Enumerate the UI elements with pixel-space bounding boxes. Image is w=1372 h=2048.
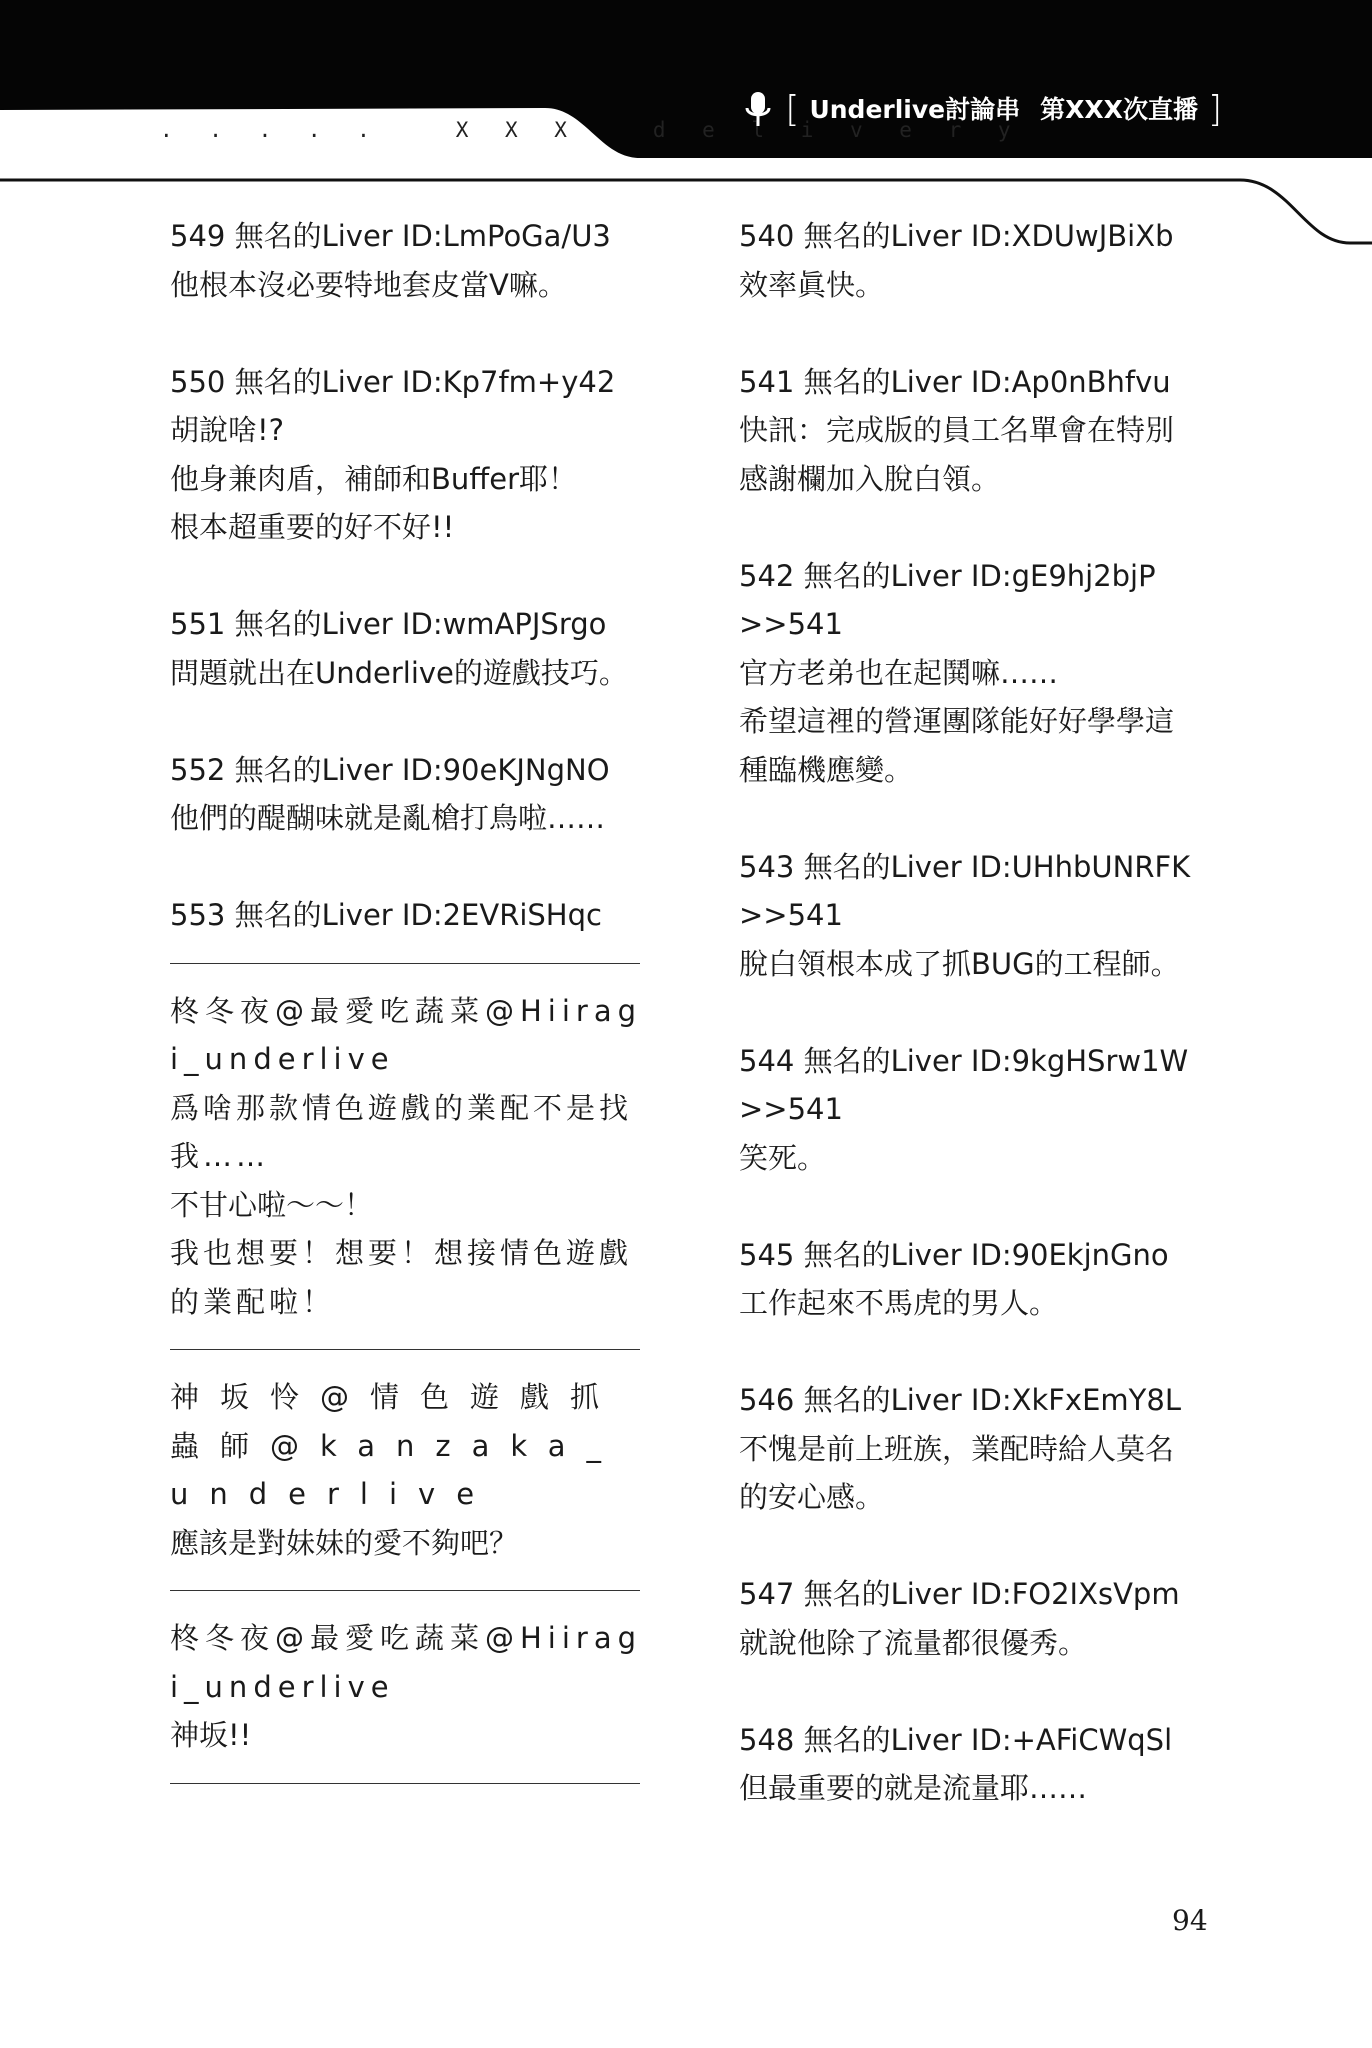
post-text: 但最重要的就是流量耶…… bbox=[739, 1771, 1088, 1805]
post-text: 工作起來不馬虎的男人。 bbox=[739, 1286, 1059, 1320]
post-text: 不愧是前上班族，業配時給人莫名 bbox=[739, 1431, 1175, 1466]
post-header: 552 無名的Liver ID:90eKJNgNO bbox=[170, 752, 610, 787]
forum-post bbox=[739, 1231, 1215, 1328]
thread-title: Underlive討論串 bbox=[809, 95, 1021, 124]
post-text: 他身兼肉盾，補師和Buffer耶！ bbox=[170, 461, 578, 496]
post-reply-ref: >>541 bbox=[739, 898, 843, 932]
forum-post bbox=[739, 1376, 1215, 1522]
forum-post bbox=[739, 1716, 1215, 1813]
post-text: 問題就出在Underlive的遊戲技巧。 bbox=[170, 655, 628, 690]
forum-post bbox=[739, 212, 1215, 309]
stream-text: 我也想要！想要！想接情色遊戲的業配啦！ bbox=[170, 1236, 633, 1319]
post-text: 快訊：完成版的員工名單會在特別 bbox=[739, 413, 1175, 447]
stream-text: 爲啥那款情色遊戲的業配不是找我…… bbox=[170, 1090, 633, 1173]
post-text: 脫白領根本成了抓BUG的工程師。 bbox=[739, 946, 1180, 981]
post-header: 540 無名的Liver ID:XDUwJBiXb bbox=[739, 219, 1174, 253]
right-column bbox=[739, 212, 1215, 1813]
post-header: 550 無名的Liver ID:Kp7fm+y42 bbox=[170, 364, 616, 399]
bracket-close: ] bbox=[1207, 89, 1222, 130]
stream-comment bbox=[170, 1614, 646, 1760]
post-text: 就說他除了流量都很優秀。 bbox=[739, 1625, 1088, 1660]
post-text: 笑死。 bbox=[739, 1140, 827, 1175]
post-header: 548 無名的Liver ID:+AFiCWqSl bbox=[739, 1722, 1173, 1757]
post-header: 545 無名的Liver ID:90EkjnGno bbox=[739, 1237, 1169, 1272]
post-text: 種臨機應變。 bbox=[739, 752, 914, 787]
post-text: 官方老弟也在起鬨嘛…… bbox=[739, 655, 1059, 690]
thread-title-bar bbox=[743, 90, 1222, 130]
stream-author: 神坂怜@情色遊戲抓蟲師@kanzaka_underlive bbox=[170, 1380, 622, 1511]
post-text: 的安心感。 bbox=[739, 1480, 885, 1514]
post-header: 546 無名的Liver ID:XkFxEmY8L bbox=[739, 1383, 1181, 1417]
stream-divider bbox=[170, 1590, 640, 1591]
post-text: 他們的醍醐味就是亂槍打鳥啦…… bbox=[170, 801, 606, 835]
forum-post bbox=[739, 552, 1215, 795]
page-number: 94 bbox=[1172, 1904, 1208, 1937]
microphone-icon bbox=[743, 90, 773, 130]
stream-comment bbox=[170, 987, 646, 1327]
post-header: 553 無名的Liver ID:2EVRiSHqc bbox=[170, 898, 602, 932]
forum-post bbox=[170, 891, 646, 940]
stream-author: 柊冬夜@最愛吃蔬菜@Hiiragi_underlive bbox=[170, 993, 643, 1076]
post-header: 543 無名的Liver ID:UHhbUNRFK bbox=[739, 849, 1191, 884]
post-text: 胡說啥!? bbox=[170, 413, 285, 447]
post-text: 希望這裡的營運團隊能好好學學這 bbox=[739, 704, 1175, 738]
post-header: 544 無名的Liver ID:9kgHSrw1W bbox=[739, 1043, 1189, 1078]
stream-author: 柊冬夜@最愛吃蔬菜@Hiiragi_underlive bbox=[170, 1621, 643, 1704]
stream-text: 不甘心啦〜〜！ bbox=[170, 1187, 374, 1222]
post-header: 547 無名的Liver ID:FO2IXsVpm bbox=[739, 1577, 1180, 1611]
post-text: 他根本沒必要特地套皮當V嘛。 bbox=[170, 267, 567, 302]
post-text: 效率眞快。 bbox=[739, 267, 885, 302]
post-header: 541 無名的Liver ID:Ap0nBhfvu bbox=[739, 364, 1171, 399]
stream-divider bbox=[170, 963, 640, 964]
post-header: 549 無名的Liver ID:LmPoGa/U3 bbox=[170, 219, 611, 253]
forum-post bbox=[739, 843, 1215, 989]
stream-text: 神坂!! bbox=[170, 1718, 252, 1752]
post-reply-ref: >>541 bbox=[739, 1092, 843, 1126]
post-reply-ref: >>541 bbox=[739, 607, 843, 641]
stream-comment bbox=[170, 1373, 646, 1567]
post-header: 542 無名的Liver ID:gE9hj2bjP bbox=[739, 558, 1156, 593]
forum-post bbox=[170, 358, 646, 552]
bracket-open: [ bbox=[785, 89, 800, 130]
stream-divider bbox=[170, 1349, 640, 1350]
stream-text: 應該是對妹妹的愛不夠吧？ bbox=[170, 1525, 519, 1560]
stream-episode: 第XXX次直播 bbox=[1040, 95, 1198, 124]
forum-post bbox=[170, 212, 646, 309]
stream-divider bbox=[170, 1783, 640, 1784]
post-text: 根本超重要的好不好!! bbox=[170, 510, 455, 544]
forum-post bbox=[170, 746, 646, 843]
forum-post bbox=[739, 1037, 1215, 1183]
forum-post bbox=[170, 600, 646, 697]
header-left-label: . . . . . X X X d e l i v e r y bbox=[160, 118, 1023, 142]
forum-post bbox=[739, 358, 1215, 504]
forum-post bbox=[739, 1570, 1215, 1667]
post-text: 感謝欄加入脫白領。 bbox=[739, 461, 1001, 496]
post-header: 551 無名的Liver ID:wmAPJSrgo bbox=[170, 607, 607, 641]
left-column bbox=[170, 212, 646, 1807]
